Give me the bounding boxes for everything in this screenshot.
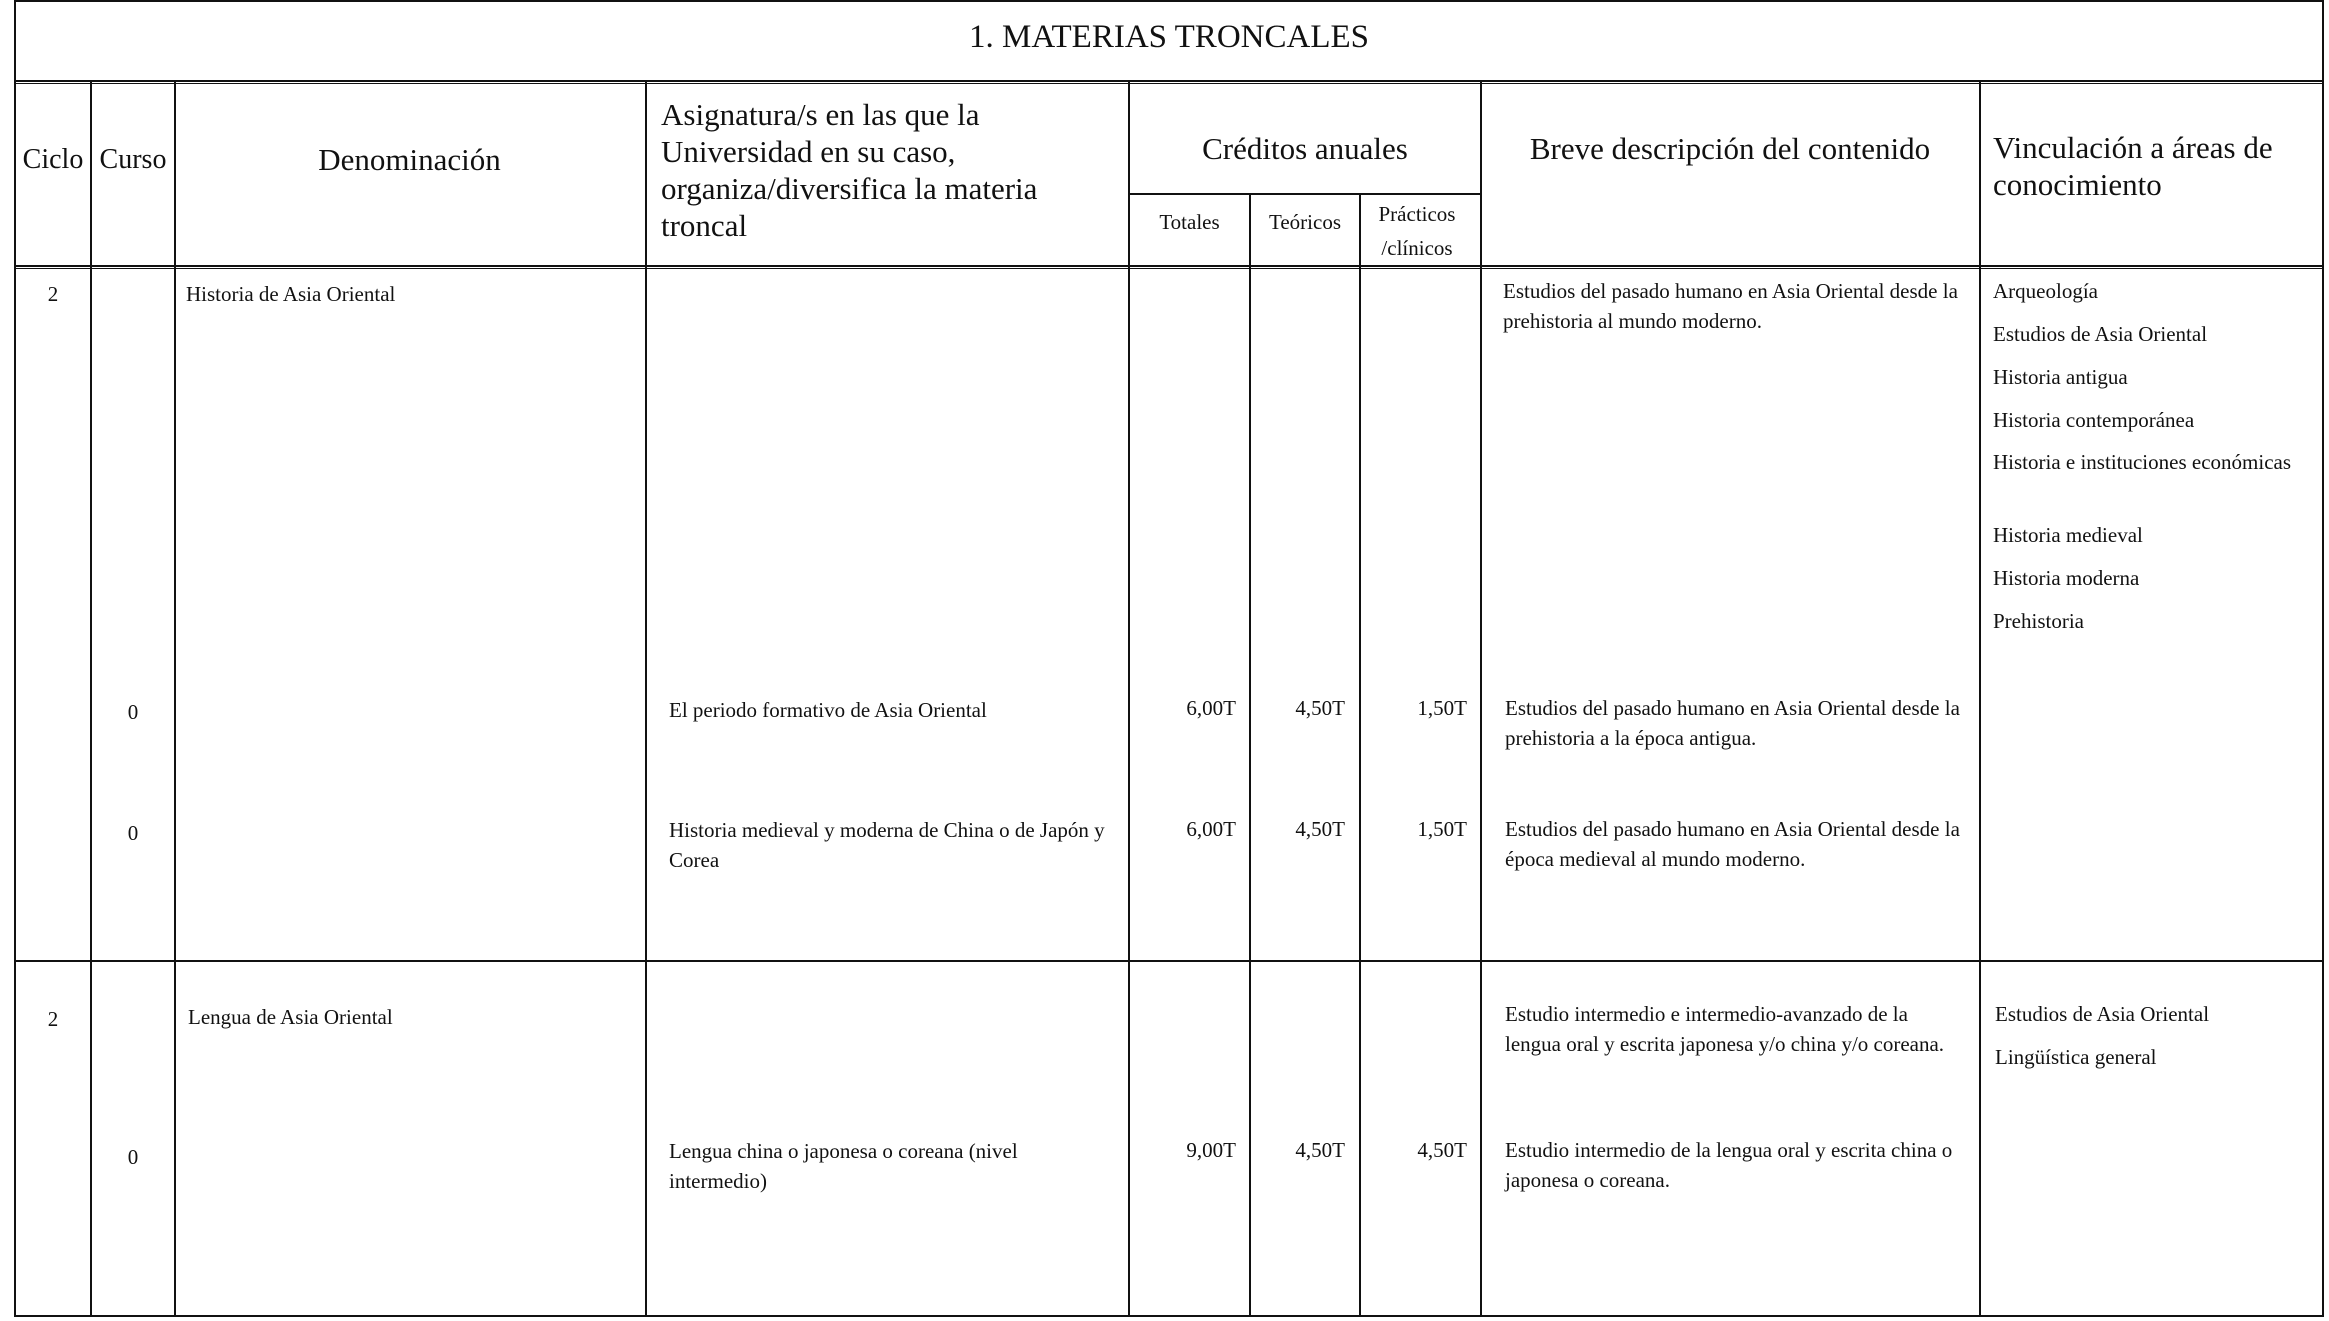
- header-curso: Curso: [99, 144, 167, 175]
- row-2-asignatura: El periodo formativo de Asia Oriental: [669, 698, 987, 722]
- row-3-teoricos: 4,50T: [1295, 817, 1345, 841]
- row-2-practicos: 1,50T: [1417, 696, 1467, 720]
- row-1-descripcion: Estudios del pasado humano en Asia Oriental desde la prehistoria al mundo moderno.: [1503, 279, 1958, 333]
- table-border-top: [14, 0, 2324, 2]
- header-denominacion: Denominación: [318, 142, 501, 177]
- creditos-subdivider: [1130, 193, 1481, 195]
- header-creditos-anuales: Créditos anuales: [1202, 131, 1408, 166]
- table-border-right: [2322, 0, 2324, 1317]
- header-vinculacion: Vinculación a áreas de conocimiento: [1993, 130, 2273, 202]
- list-item: Prehistoria: [1993, 609, 2084, 633]
- row-3-curso: 0: [127, 821, 139, 845]
- header-bottom-rule: [14, 265, 2324, 267]
- col-divider-curso: [174, 82, 176, 1317]
- col-divider-descripcion: [1979, 82, 1981, 1317]
- title-divider: [14, 80, 2324, 82]
- row-1-ciclo: 2: [47, 282, 59, 306]
- row-2-teoricos: 4,50T: [1295, 696, 1345, 720]
- row-4-denominacion: Lengua de Asia Oriental: [188, 1005, 393, 1029]
- header-practicos: Prácticos /clínicos: [1378, 202, 1456, 260]
- row-2-descripcion: Estudios del pasado humano en Asia Oriental desde la prehistoria a la época antigua.: [1505, 696, 1960, 750]
- header-totales: Totales: [1159, 210, 1220, 234]
- col-divider-denominacion: [645, 82, 647, 1317]
- table-border-bottom: [14, 1315, 2324, 1317]
- row-5-asignatura: Lengua china o japonesa o coreana (nivel intermedio): [669, 1139, 1018, 1193]
- list-item: Historia e instituciones económicas: [1993, 450, 2292, 474]
- row-4-descripcion: Estudio intermedio e intermedio-avanzado de la lengua oral y escrita japonesa y/o china y/o coreana.: [1505, 1002, 1945, 1056]
- list-item: Historia antigua: [1993, 365, 2128, 389]
- group-divider: [14, 960, 2324, 962]
- header-bottom-rule-inner: [14, 268, 2324, 269]
- col-divider-creditos: [1480, 82, 1482, 1317]
- list-item: Estudios de Asia Oriental: [1993, 322, 2208, 346]
- row-1-denominacion: Historia de Asia Oriental: [186, 282, 396, 306]
- row-3-descripcion: Estudios del pasado humano en Asia Oriental desde la época medieval al mundo moderno.: [1505, 817, 1960, 871]
- row-3-asignatura: Historia medieval y moderna de China o de Japón y Corea: [669, 818, 1105, 872]
- list-item: Arqueología: [1993, 279, 2098, 303]
- row-5-practicos: 4,50T: [1417, 1138, 1467, 1162]
- header-ciclo: Ciclo: [22, 144, 84, 175]
- row-5-totales: 9,00T: [1186, 1138, 1236, 1162]
- row-2-curso: 0: [127, 700, 139, 724]
- list-item: Historia moderna: [1993, 566, 2140, 590]
- row-5-curso: 0: [127, 1145, 139, 1169]
- section-title: 1. MATERIAS TRONCALES: [968, 19, 1369, 55]
- header-descripcion: Breve descripción del contenido: [1529, 131, 1931, 166]
- header-asignatura: Asignatura/s en las que la Universidad en su caso, organiza/diversifica la materia troncal: [661, 97, 1038, 243]
- header-teoricos: Teóricos: [1268, 210, 1341, 234]
- list-item: Lingüística general: [1995, 1045, 2157, 1069]
- row-2-totales: 6,00T: [1186, 696, 1236, 720]
- row-3-totales: 6,00T: [1186, 817, 1236, 841]
- row-4-ciclo: 2: [47, 1007, 59, 1031]
- row-5-descripcion: Estudio intermedio de la lengua oral y escrita china o japonesa o coreana.: [1505, 1138, 1953, 1192]
- row-3-practicos: 1,50T: [1417, 817, 1467, 841]
- list-item: Historia contemporánea: [1993, 408, 2195, 432]
- list-item: Estudios de Asia Oriental: [1995, 1002, 2210, 1026]
- row-5-teoricos: 4,50T: [1295, 1138, 1345, 1162]
- table-border-left: [14, 0, 16, 1317]
- list-item: Historia medieval: [1993, 523, 2143, 547]
- title-divider-inner: [14, 83, 2324, 84]
